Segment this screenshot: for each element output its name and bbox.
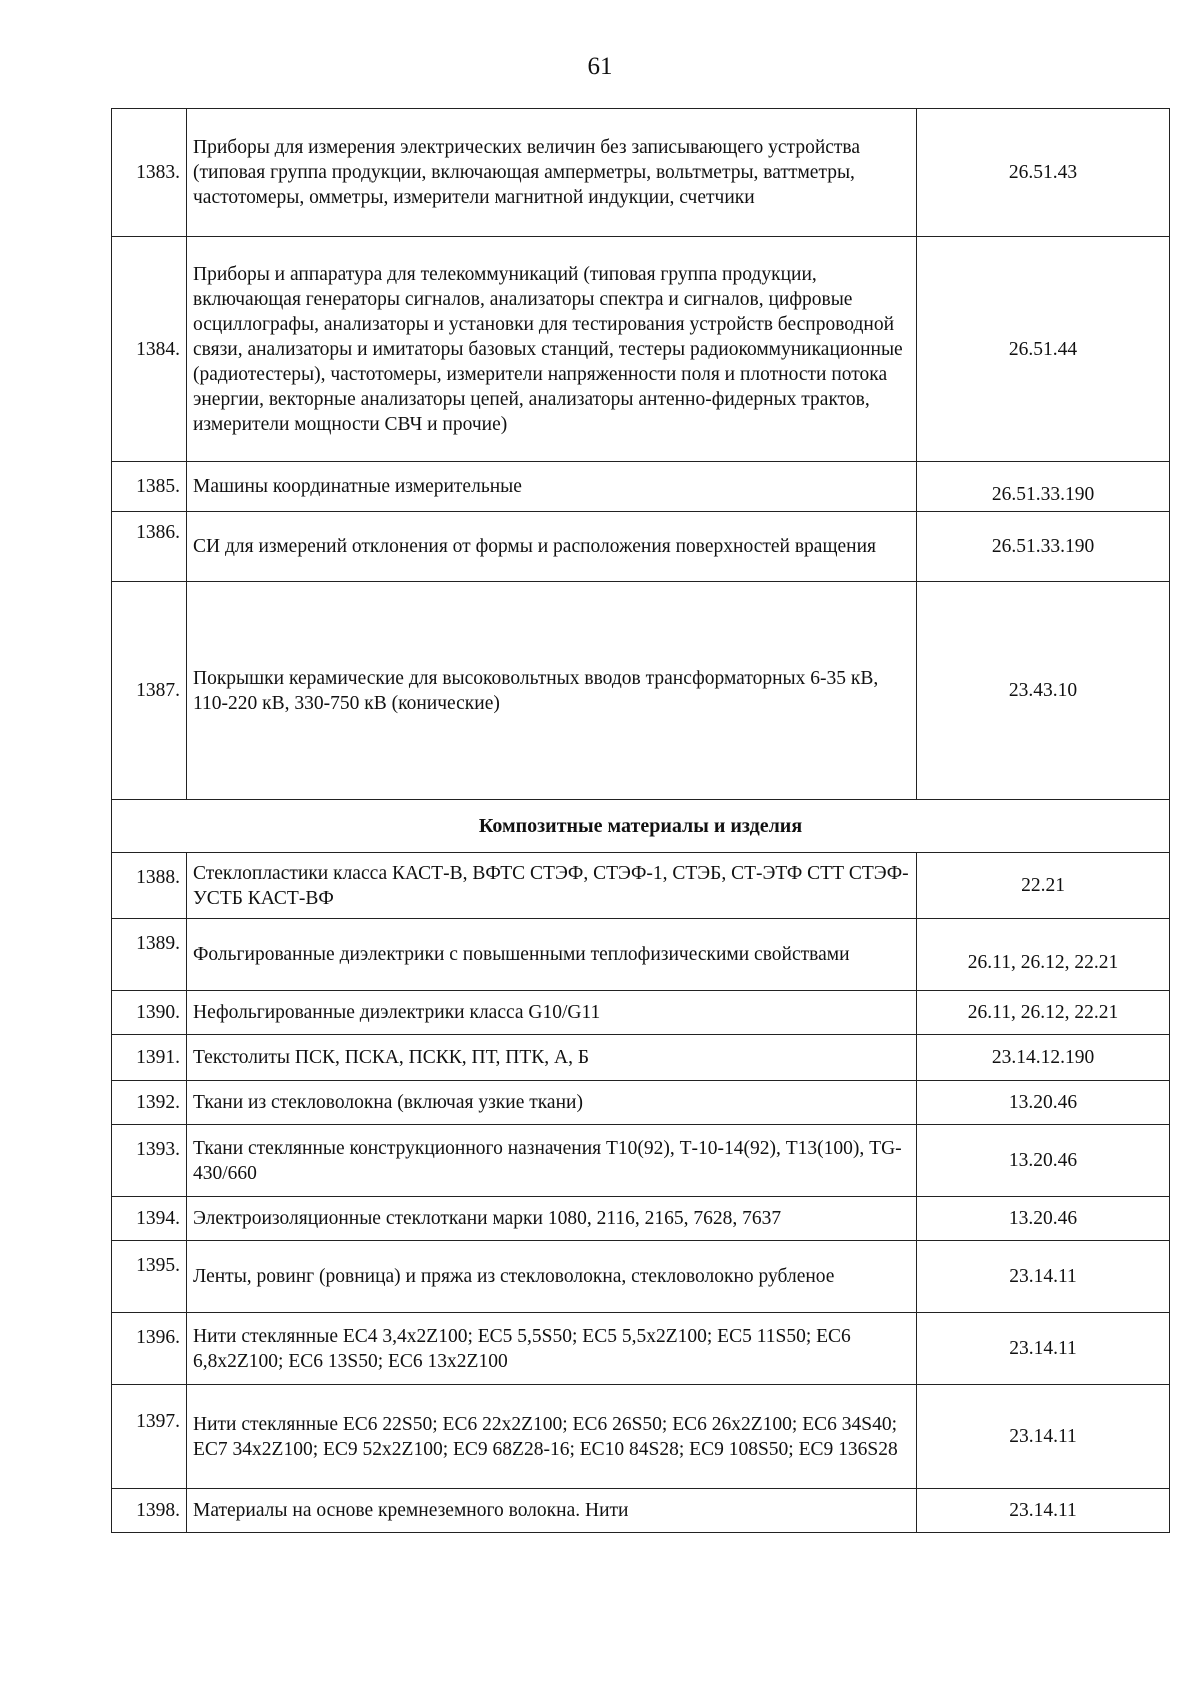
- row-description: Нити стеклянные ЕС4 3,4х2Z100; ЕС5 5,5S50; ЕС5 5,5х2Z100; ЕС5 11S50; ЕС6 6,8х2Z100; ЕС6 13S50; ЕС6 13х2Z100: [187, 1313, 917, 1385]
- table-row: [112, 462, 1170, 512]
- row-code: 13.20.46: [917, 1081, 1170, 1125]
- row-number: 1392.: [112, 1081, 187, 1125]
- row-code: 26.11, 26.12, 22.21: [917, 991, 1170, 1035]
- table-row: [112, 1241, 1170, 1313]
- row-number: 1396.: [112, 1313, 187, 1385]
- row-number: 1395.: [112, 1241, 187, 1313]
- row-description: Текстолиты ПСК, ПСКА, ПСКК, ПТ, ПТК, А, Б: [187, 1035, 917, 1081]
- row-code: 26.51.44: [917, 237, 1170, 462]
- page-number: 61: [587, 53, 613, 80]
- row-number: 1385.: [112, 462, 187, 512]
- row-description: Ленты, ровинг (ровница) и пряжа из стекловолокна, стекловолокно рубленое: [187, 1241, 917, 1313]
- table-row: [112, 1313, 1170, 1385]
- row-code: 23.14.11: [917, 1489, 1170, 1533]
- row-description: Нити стеклянные ЕС6 22S50; ЕС6 22х2Z100; ЕС6 26S50; ЕС6 26х2Z100; ЕС6 34S40; ЕС7 34х2Z100; ЕС9 52х2Z100; ЕС9 68Z28-16; ЕС10 84S28; ЕС9 108S50; ЕС9 136S28: [187, 1385, 917, 1489]
- row-number: 1383.: [112, 109, 187, 237]
- row-description: Ткани из стекловолокна (включая узкие ткани): [187, 1081, 917, 1125]
- table-row: [112, 1081, 1170, 1125]
- row-code: 13.20.46: [917, 1125, 1170, 1197]
- row-description: Нефольгированные диэлектрики класса G10/G11: [187, 991, 917, 1035]
- table-row: [112, 1125, 1170, 1197]
- table-row: [112, 109, 1170, 237]
- table-row: [112, 237, 1170, 462]
- table-row: [112, 853, 1170, 919]
- row-description: Покрышки керамические для высоковольтных вводов трансформаторных 6-35 кВ, 110-220 кВ, 330-750 кВ (конические): [187, 582, 917, 800]
- row-number: 1388.: [112, 853, 187, 919]
- row-number: 1398.: [112, 1489, 187, 1533]
- section-title: Композитные материалы и изделия: [112, 800, 1170, 853]
- row-description: Электроизоляционные стеклоткани марки 1080, 2116, 2165, 7628, 7637: [187, 1197, 917, 1241]
- row-code: 13.20.46: [917, 1197, 1170, 1241]
- row-number: 1387.: [112, 582, 187, 800]
- row-code: 23.14.11: [917, 1385, 1170, 1489]
- row-number: 1390.: [112, 991, 187, 1035]
- row-code: 23.14.12.190: [917, 1035, 1170, 1081]
- row-description: Фольгированные диэлектрики с повышенными теплофизическими свойствами: [187, 919, 917, 991]
- row-number: 1384.: [112, 237, 187, 462]
- table-row: [112, 1035, 1170, 1081]
- row-code: 23.43.10: [917, 582, 1170, 800]
- table-row: [112, 1385, 1170, 1489]
- row-description: Машины координатные измерительные: [187, 462, 917, 512]
- row-description: СИ для измерений отклонения от формы и расположения поверхностей вращения: [187, 512, 917, 582]
- table-row: [112, 919, 1170, 991]
- table-row: [112, 582, 1170, 800]
- section-header-row: [112, 800, 1170, 853]
- row-number: 1394.: [112, 1197, 187, 1241]
- table-row: [112, 1489, 1170, 1533]
- table-row: [112, 1197, 1170, 1241]
- row-number: 1389.: [112, 919, 187, 991]
- row-number: 1391.: [112, 1035, 187, 1081]
- row-description: Материалы на основе кремнеземного волокна. Нити: [187, 1489, 917, 1533]
- table-row: [112, 512, 1170, 582]
- row-code: 26.51.33.190: [917, 512, 1170, 582]
- table-row: [112, 991, 1170, 1035]
- row-number: 1386.: [112, 512, 187, 582]
- row-number: 1393.: [112, 1125, 187, 1197]
- row-description: Приборы и аппаратура для телекоммуникаций (типовая группа продукции, включающая генераторы сигналов, анализаторы спектра и сигналов, цифровые осциллографы, анализаторы и установки для тестирования устройств беспроводной связи, анализаторы и имитаторы базовых станций, тестеры радиокоммуникационные (радиотестеры), частотомеры, измерители напряженности поля и плотности потока энергии, векторные анализаторы цепей, анализаторы антенно-фидерных трактов, измерители мощности СВЧ и прочие): [187, 237, 917, 462]
- row-code: 22.21: [917, 853, 1170, 919]
- registry-table: [111, 108, 1170, 1533]
- row-description: Приборы для измерения электрических величин без записывающего устройства (типовая группа продукции, включающая амперметры, вольтметры, ваттметры, частотомеры, омметры, измерители магнитной индукции, счетчики: [187, 109, 917, 237]
- row-number: 1397.: [112, 1385, 187, 1489]
- row-code: 23.14.11: [917, 1313, 1170, 1385]
- row-code: 23.14.11: [917, 1241, 1170, 1313]
- row-description: Ткани стеклянные конструкционного назначения Т10(92), Т-10-14(92), Т13(100), TG-430/660: [187, 1125, 917, 1197]
- row-code: 26.51.43: [917, 109, 1170, 237]
- row-description: Стеклопластики класса КАСТ-В, ВФТС СТЭФ, СТЭФ-1, СТЭБ, СТ-ЭТФ СТТ СТЭФ-УСТБ КАСТ-ВФ: [187, 853, 917, 919]
- row-code: 26.11, 26.12, 22.21: [917, 919, 1170, 991]
- row-code: 26.51.33.190: [917, 462, 1170, 512]
